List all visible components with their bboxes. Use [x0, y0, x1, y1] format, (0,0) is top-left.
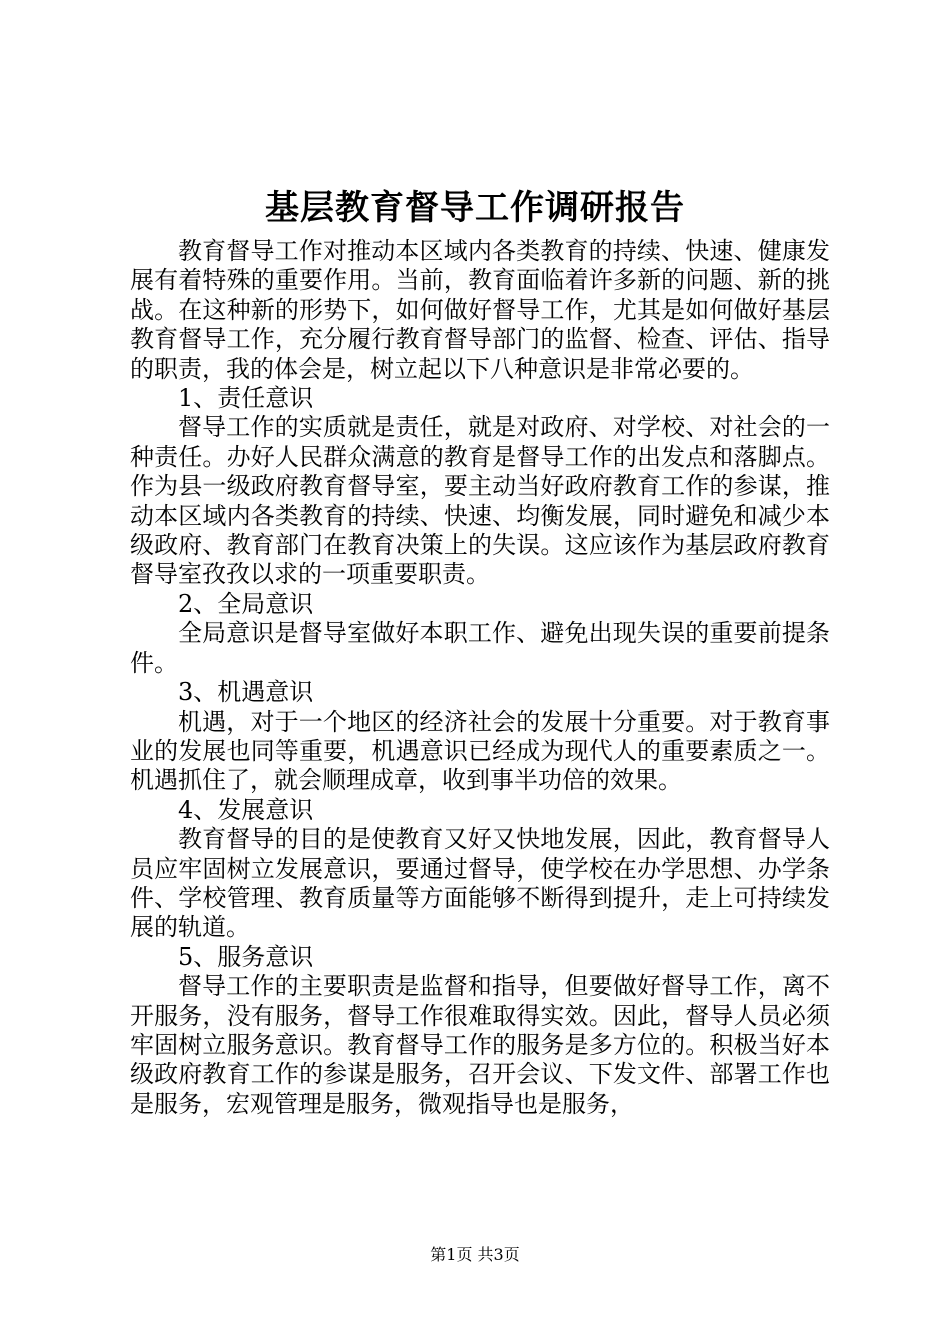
section-heading-overall: 2、全局意识 [178, 589, 314, 618]
section-heading-service: 5、服务意识 [178, 942, 314, 971]
section-paragraph-overall: 全局意识是督导室做好本职工作、避免出现失误的重要前提条件。 [130, 619, 830, 677]
document-body [130, 237, 830, 1119]
section-heading-responsibility: 1、责任意识 [178, 384, 314, 413]
section-paragraph-service: 督导工作的主要职责是监督和指导，但要做好督导工作，离不开服务，没有服务，督导工作很难取得实效。因此，督导人员必须牢固树立服务意识。教育督导工作的服务是多方位的。积极当好本级政府教育工作的参谋是服务，召开会议、下发文件、部署工作也是服务，宏观管理是服务，微观指导也是服务， [130, 972, 830, 1118]
document-title: 基层教育督导工作调研报告 [265, 188, 685, 228]
section-heading-development: 4、发展意识 [178, 795, 314, 824]
section-heading-opportunity: 3、机遇意识 [178, 678, 314, 707]
section-paragraph-opportunity: 机遇，对于一个地区的经济社会的发展十分重要。对于教育事业的发展也同等重要，机遇意识已经成为现代人的重要素质之一。机遇抓住了，就会顺理成章，收到事半功倍的效果。 [130, 707, 830, 795]
page-number-footer: 第1页 共3页 [430, 1245, 520, 1264]
section-paragraph-development: 教育督导的目的是使教育又好又快地发展，因此，教育督导人员应牢固树立发展意识，要通过督导，使学校在办学思想、办学条件、学校管理、教育质量等方面能够不断得到提升，走上可持续发展的轨道。 [130, 825, 830, 942]
section-paragraph-responsibility: 督导工作的实质就是责任，就是对政府、对学校、对社会的一种责任。办好人民群众满意的教育是督导工作的出发点和落脚点。作为县一级政府教育督导室，要主动当好政府教育工作的参谋，推动本区域内各类教育的持续、快速、均衡发展，同时避免和减少本级政府、教育部门在教育决策上的失误。这应该作为基层政府教育督导室孜孜以求的一项重要职责。 [130, 413, 830, 589]
intro-paragraph: 教育督导工作对推动本区域内各类教育的持续、快速、健康发展有着特殊的重要作用。当前，教育面临着许多新的问题、新的挑战。在这种新的形势下，如何做好督导工作，尤其是如何做好基层教育督导工作，充分履行教育督导部门的监督、检查、评估、指导的职责，我的体会是，树立起以下八种意识是非常必要的。 [130, 237, 830, 383]
